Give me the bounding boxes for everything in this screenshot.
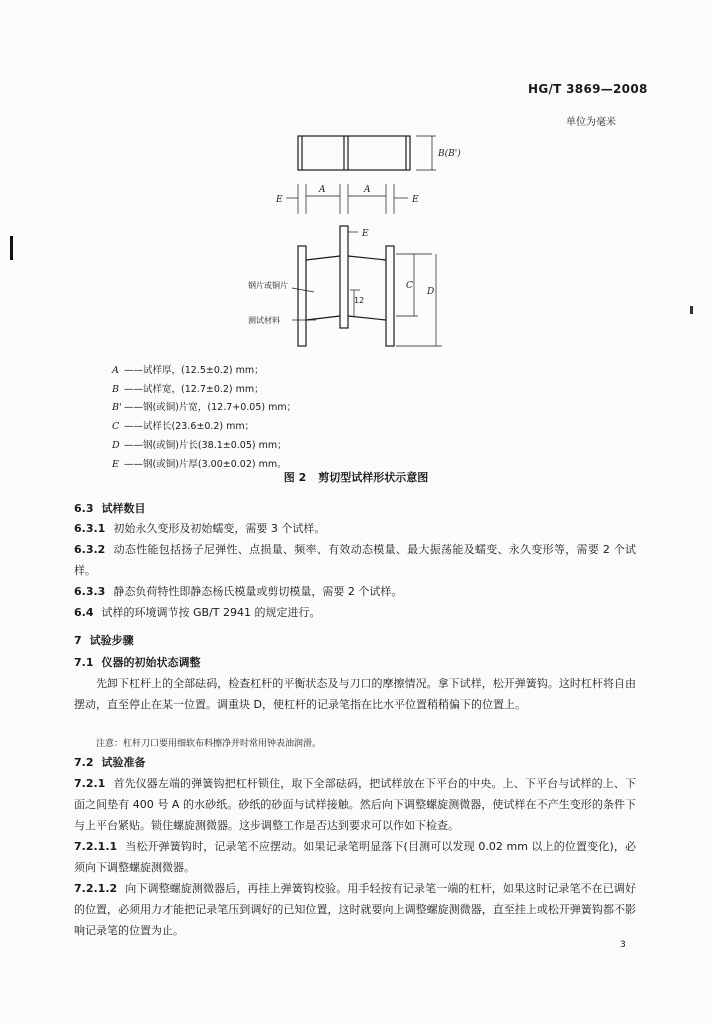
legend-item: E ——钢(或铜)片厚(3.00±0.02) mm。 [112, 458, 287, 470]
para-7-2-1-1: 7.2.1.1 当松开弹簧钩时，记录笔不应摆动。如果记录笔明显落下(目测可以发现 0.02 mm 以上的位置变化)，必须向下调整螺旋测微器。 [74, 840, 636, 874]
label-12: 12 [354, 296, 365, 305]
legend-item: B' ——钢(或铜)片宽，(12.7+0.05) mm； [112, 402, 297, 414]
label-A-right: A [364, 185, 371, 195]
page-number: 3 [620, 940, 626, 950]
standard-number: HG/T 3869—2008 [528, 82, 648, 96]
unit-note: 单位为毫米 [566, 117, 616, 128]
para-7-2-1: 7.2.1 首先仪器左端的弹簧钩把杠杆锁住，取下全部砝码，把试样放在下平台的中央。上、下平台与试样的上、下面之间垫有 400 号 A 的水砂纸。砂纸的砂面与试样接触。然后向下调整螺旋测微器，使试样在不产生变形的条件下与上平台紧贴。锁住螺旋测微器。这步调整工作是否达到要求可以作如下检查。 [74, 777, 636, 832]
legend-item: B ——试样宽，(12.7±0.2) mm； [112, 383, 264, 395]
shear-specimen-diagram [236, 130, 461, 362]
label-D: D [427, 287, 435, 297]
heading-7-2: 7.2 试验准备 [74, 756, 146, 769]
label-A-left: A [319, 185, 326, 195]
figure-legend [112, 362, 296, 474]
para-7-1: 先卸下杠杆上的全部砝码，检查杠杆的平衡状态及与刀口的摩擦情况。拿下试样，松开弹簧钩。这时杠杆将自由摆动，直至停止在某一位置。调重块 D，使杠杆的记录笔指在比水平位置稍稍偏下的位置上。 [74, 677, 636, 711]
para-6-3-1: 6.3.1 初始永久变形及初始蠕变，需要 3 个试样。 [74, 522, 326, 535]
legend-item: D ——钢(或铜)片长(38.1±0.05) mm； [112, 439, 287, 451]
label-E-right: E [412, 195, 419, 205]
para-7-2-1-2: 7.2.1.2 向下调整螺旋测微器后，再挂上弹簧钩校验。用手轻按有记录笔一端的杠杆，如果这时记录笔不在已调好的位置，必须用力才能把记录笔压到调好的已知位置，这时就要向上调整螺旋测微器，直至挂上或松开弹簧钩都不影响记录笔的位置为止。 [74, 882, 636, 937]
legend-item: C ——试样长(23.6±0.2) mm； [112, 421, 255, 433]
label-metal-plate: 钢片或铜片 [248, 281, 288, 290]
para-6-4: 6.4 试样的环境调节按 GB/T 2941 的规定进行。 [74, 606, 321, 619]
heading-7-1: 7.1 仪器的初始状态调整 [74, 656, 201, 669]
heading-6-3: 6.3 试样数目 [74, 502, 146, 515]
label-B: B(B') [438, 149, 461, 159]
para-6-3-2: 6.3.2 动态性能包括扬子尼弹性、点损量、频率、有效动态模量、最大振荡能及蠕变、永久变形等，需要 2 个试样。 [74, 543, 636, 577]
label-test-material: 测试材料 [248, 316, 280, 325]
scan-margin-mark [690, 306, 693, 314]
legend-item: A ——试样厚，(12.5±0.2) mm； [112, 365, 264, 376]
top-view-outline [298, 136, 410, 170]
scan-margin-mark [10, 236, 13, 260]
label-C: C [406, 281, 413, 291]
note: 注意：杠杆刀口要用细软布料擦净并时常用钟表油润滑。 [96, 739, 322, 749]
heading-7: 7 试验步骤 [74, 634, 134, 647]
label-E-left: E [276, 195, 283, 205]
para-6-3-3: 6.3.3 静态负荷特性即静态杨氏模量或剪切模量，需要 2 个试样。 [74, 585, 403, 598]
figure-caption: 图 2 剪切型试样形状示意图 [283, 471, 429, 484]
label-E-center: E [362, 229, 369, 239]
